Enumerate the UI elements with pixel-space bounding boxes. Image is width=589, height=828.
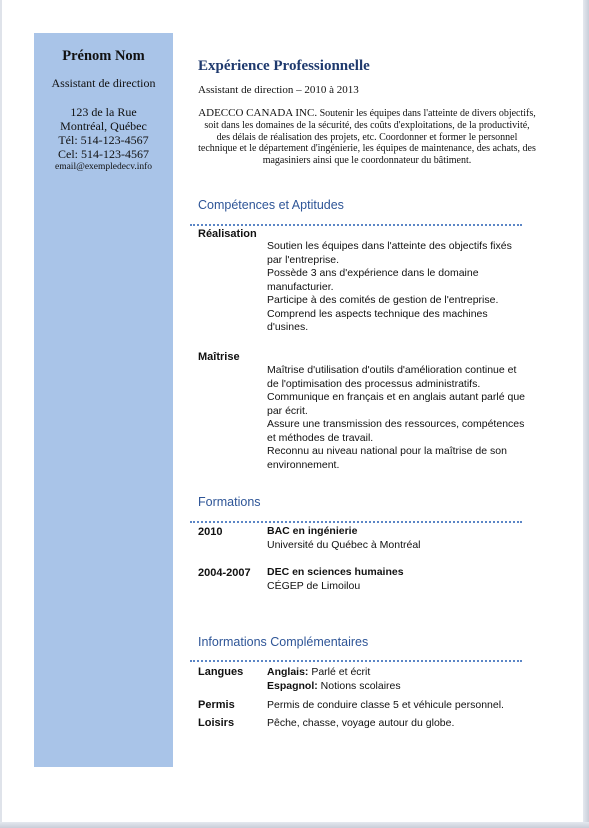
contact-sidebar	[34, 33, 173, 767]
education-year: 2004-2007	[198, 567, 251, 579]
languages-label: Langues	[198, 666, 244, 678]
hobbies-value: Pêche, chasse, voyage autour du globe.	[267, 717, 455, 729]
additional-heading: Informations Complémentaires	[198, 635, 369, 649]
contact-email: email@exempledecv.info	[54, 162, 153, 172]
education-school: CÉGEP de Limoilou	[267, 579, 361, 592]
address-street: 123 de la Rue	[70, 105, 137, 119]
language-spanish: Espagnol: Notions scolaires	[267, 679, 401, 692]
education-heading: Formations	[198, 495, 261, 509]
list-item: Communique en français et en anglais autant parlé que par écrit.	[267, 391, 525, 417]
additional-divider	[190, 660, 522, 662]
education-entry	[267, 525, 529, 552]
list-item: Assure une transmission des ressources, compétences et méthodes de travail.	[267, 418, 525, 444]
permit-value: Permis de conduire classe 5 et véhicule personnel.	[267, 699, 504, 711]
page-edge-right	[583, 0, 589, 828]
list-item: Maîtrise d'utilisation d'outils d'amélioration continue et de l'optimisation des processus administratifs.	[267, 364, 517, 390]
education-year: 2010	[198, 526, 223, 538]
experience-text: Soutenir les équipes dans l'atteinte de divers objectifs, soit dans les domaines de la sécurité, des coûts d'exploitations, de la productivité, des délais de réalisation des projets, etc. Coordonner et former le personnel technique et le département d'ingénierie, les équipes de maintenance, des achats, des magasiniers ainsi que le coordonnateur du bâtiment.	[198, 108, 536, 167]
contact-address	[34, 105, 173, 174]
list-item: Reconnu au niveau national pour la maîtrise de son environnement.	[267, 445, 507, 471]
skills-label-maitrise: Maîtrise	[198, 351, 240, 363]
experience-description	[198, 108, 536, 167]
contact-phone: Tél: 514-123-4567	[58, 133, 149, 147]
languages-value	[267, 666, 529, 693]
list-item: Participe à des comités de gestion de l'entreprise.	[267, 294, 499, 306]
skills-list-maitrise	[267, 364, 529, 472]
address-city: Montréal, Québec	[60, 119, 147, 133]
hobbies-label: Loisirs	[198, 717, 235, 729]
education-degree: DEC en sciences humaines	[267, 566, 404, 578]
skills-heading: Compétences et Aptitudes	[198, 198, 344, 212]
experience-company: ADECCO CANADA INC.	[198, 107, 318, 119]
skills-label-realisation: Réalisation	[198, 228, 257, 240]
page-edge-left	[0, 0, 2, 828]
experience-position: Assistant de direction – 2010 à 2013	[198, 84, 359, 96]
education-entry	[267, 566, 529, 593]
education-divider	[190, 521, 522, 523]
skills-divider	[190, 224, 522, 226]
education-degree: BAC en ingénierie	[267, 525, 358, 537]
list-item: Comprend les aspects technique des machines d'usines.	[267, 307, 488, 333]
contact-cell: Cel: 514-123-4567	[58, 147, 149, 161]
list-item: Soutien les équipes dans l'atteinte des objectifs fixés par l'entreprise.	[267, 240, 512, 266]
language-english: Anglais: Parlé et écrit	[267, 666, 371, 678]
candidate-name: Prénom Nom	[62, 48, 145, 64]
experience-heading: Expérience Professionnelle	[198, 58, 370, 74]
skills-list-realisation	[267, 240, 529, 335]
education-school: Université du Québec à Montréal	[267, 538, 421, 551]
candidate-role: Assistant de direction	[51, 76, 156, 90]
page-edge-bottom	[0, 822, 589, 828]
permit-label: Permis	[198, 699, 235, 711]
list-item: Possède 3 ans d'expérience dans le domaine manufacturier.	[267, 267, 479, 293]
